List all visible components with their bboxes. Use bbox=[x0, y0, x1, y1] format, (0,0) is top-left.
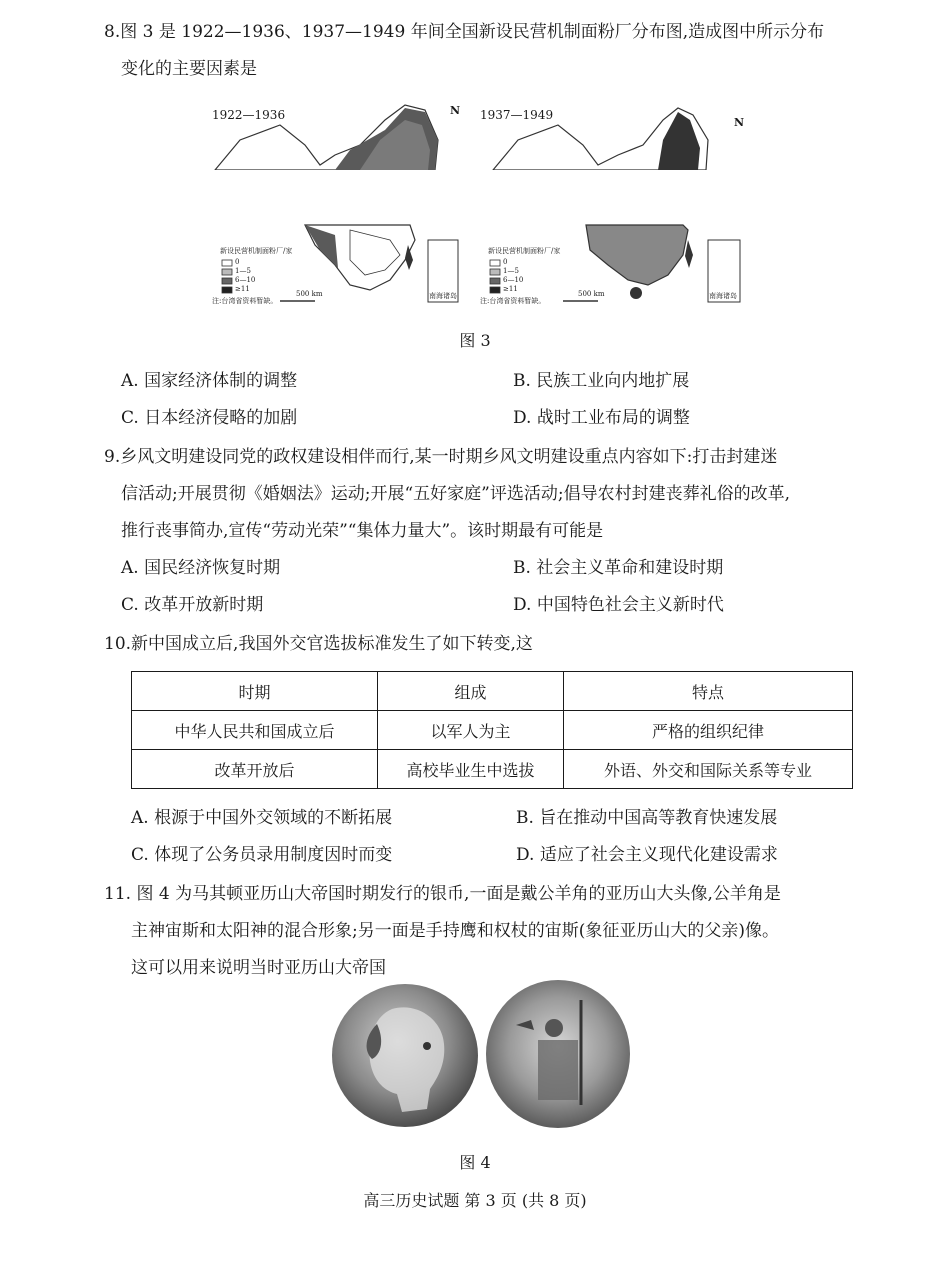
table-header-cell: 特点 bbox=[564, 672, 853, 711]
q8-stem-line-2: 变化的主要因素是 bbox=[121, 59, 257, 79]
q10-stem: 10.新中国成立后,我国外交官选拔标准发生了如下转变,这 bbox=[104, 634, 533, 654]
q10-table bbox=[131, 671, 853, 789]
legend-item-3-left: ≥11 bbox=[235, 285, 250, 293]
table-row bbox=[132, 750, 853, 789]
legend-item-1-right: 1—5 bbox=[503, 267, 519, 275]
table-cell: 中华人民共和国成立后 bbox=[132, 711, 378, 750]
scale-left: 500 km bbox=[296, 290, 323, 298]
legend-item-3-right: ≥11 bbox=[503, 285, 518, 293]
table-header-cell: 组成 bbox=[378, 672, 564, 711]
page-footer: 高三历史试题 第 3 页 (共 8 页) bbox=[363, 1191, 587, 1210]
q9-option-b: B. 社会主义革命和建设时期 bbox=[513, 558, 724, 578]
q8-option-d: D. 战时工业布局的调整 bbox=[513, 408, 690, 428]
coin-reverse-zeus bbox=[486, 980, 630, 1128]
q9-stem-line-2: 信活动;开展贯彻《婚姻法》运动;开展“五好家庭”评选活动;倡导农村封建丧葬礼俗的改革, bbox=[121, 484, 790, 504]
q8-stem-line-1: 8.图 3 是 1922—1936、1937—1949 年间全国新设民营机制面粉厂分布图,造成图中所示分布 bbox=[104, 22, 825, 42]
table-row bbox=[132, 711, 853, 750]
legend-item-2-left: 6—10 bbox=[235, 276, 256, 284]
q10-option-b: B. 旨在推动中国高等教育快速发展 bbox=[516, 808, 778, 828]
q8-option-a: A. 国家经济体制的调整 bbox=[121, 371, 298, 391]
q9-stem-line-3: 推行丧事简办,宣传“劳动光荣”“集体力量大”。该时期最有可能是 bbox=[121, 521, 604, 541]
q10-option-a: A. 根源于中国外交领域的不断拓展 bbox=[131, 808, 393, 828]
map-note-left: 注:台湾省资料暂缺。 bbox=[212, 297, 278, 305]
table-header-row bbox=[132, 672, 853, 711]
q8-option-c: C. 日本经济侵略的加剧 bbox=[121, 408, 298, 428]
q9-stem-line-1: 9.乡风文明建设同党的政权建设相伴而行,某一时期乡风文明建设重点内容如下:打击封建迷 bbox=[104, 447, 778, 467]
table-header-cell: 时期 bbox=[132, 672, 378, 711]
inset-label-right: 南海诸岛 bbox=[709, 292, 737, 300]
legend-title-left: 新设民营机制面粉厂/家 bbox=[220, 247, 293, 255]
north-arrow-icon-left: N bbox=[450, 104, 461, 117]
legend-item-1-left: 1—5 bbox=[235, 267, 251, 275]
table-cell: 严格的组织纪律 bbox=[564, 711, 853, 750]
table-cell: 高校毕业生中选拔 bbox=[378, 750, 564, 789]
legend-item-0-left: 0 bbox=[235, 258, 240, 266]
map-1937-1949 bbox=[478, 100, 748, 310]
q10-option-d: D. 适应了社会主义现代化建设需求 bbox=[516, 845, 778, 865]
figure-3-caption: 图 3 bbox=[459, 331, 491, 350]
zeus-seated-graphic bbox=[486, 980, 630, 1128]
scale-right: 500 km bbox=[578, 290, 605, 298]
q11-stem-line-2: 主神宙斯和太阳神的混合形象;另一面是手持鹰和权杖的宙斯(象征亚历山大的父亲)像。 bbox=[131, 921, 779, 941]
map-1922-1936 bbox=[210, 100, 465, 310]
north-arrow-icon-right: N bbox=[734, 116, 745, 129]
table-cell: 以军人为主 bbox=[378, 711, 564, 750]
q11-stem-line-1: 11. 图 4 为马其顿亚历山大帝国时期发行的银币,一面是戴公羊角的亚历山大头像,公羊角是 bbox=[104, 884, 781, 904]
coin-obverse-alexander-head bbox=[332, 984, 478, 1127]
legend-item-0-right: 0 bbox=[503, 258, 508, 266]
q11-stem-line-3: 这可以用来说明当时亚历山大帝国 bbox=[131, 958, 386, 978]
q8-option-b: B. 民族工业向内地扩展 bbox=[513, 371, 690, 391]
alexander-head-graphic bbox=[332, 984, 478, 1127]
figure-4-caption: 图 4 bbox=[459, 1153, 491, 1172]
table-cell: 外语、外交和国际关系等专业 bbox=[564, 750, 853, 789]
map-right-title: 1937—1949 bbox=[480, 108, 554, 122]
inset-label-left: 南海诸岛 bbox=[429, 292, 457, 300]
legend-item-2-right: 6—10 bbox=[503, 276, 524, 284]
q9-option-a: A. 国民经济恢复时期 bbox=[121, 558, 281, 578]
q9-option-c: C. 改革开放新时期 bbox=[121, 595, 264, 615]
table-cell: 改革开放后 bbox=[132, 750, 378, 789]
legend-title-right: 新设民营机制面粉厂/家 bbox=[488, 247, 561, 255]
q9-option-d: D. 中国特色社会主义新时代 bbox=[513, 595, 724, 615]
map-note-right: 注:台湾省资料暂缺。 bbox=[480, 297, 546, 305]
q10-option-c: C. 体现了公务员录用制度因时而变 bbox=[131, 845, 393, 865]
map-left-title: 1922—1936 bbox=[212, 108, 286, 122]
